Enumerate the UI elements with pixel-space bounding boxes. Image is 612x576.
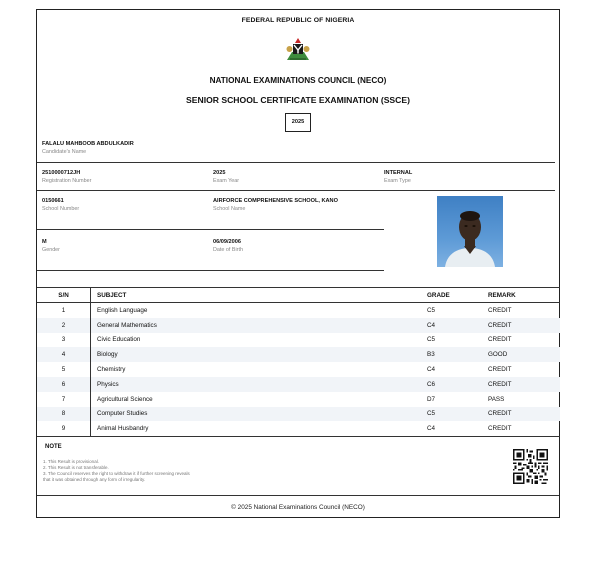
row-subject: Civic Education — [97, 336, 141, 344]
exam-type: INTERNAL — [384, 170, 413, 176]
row-grade: C6 — [421, 377, 482, 392]
result-sheet — [36, 9, 560, 518]
col-grade: GRADE — [421, 288, 482, 303]
row-grade: C4 — [427, 366, 436, 374]
exam-year-label: Exam Year — [213, 178, 240, 184]
col-remark: REMARK — [482, 288, 560, 303]
row-remark: CREDIT — [488, 336, 512, 344]
exam-year-field — [213, 170, 239, 184]
row-grade: C4 — [421, 318, 482, 333]
country-title: FEDERAL REPUBLIC OF NIGERIA — [241, 17, 355, 24]
row-subject: Physics — [91, 377, 422, 392]
table-row — [37, 318, 560, 333]
registration-label: Registration Number — [42, 178, 92, 184]
note-item: that it was obtained through any form of irregularity. — [43, 477, 146, 482]
row-subject: English Language — [97, 306, 148, 314]
row-grade: B3 — [421, 347, 482, 362]
row-sn: 9 — [37, 421, 91, 436]
row-remark: CREDIT — [482, 377, 560, 392]
note-item: 3. The Council reserves the right to withdraw it if further screening reveals — [43, 471, 190, 476]
registration-number: 2510000712JH — [42, 170, 81, 176]
row-remark: CREDIT — [488, 306, 512, 314]
row-grade: C5 — [427, 306, 436, 314]
candidate-name-label: Candidate's Name — [42, 149, 87, 155]
gender-label: Gender — [42, 247, 60, 253]
row-remark: CREDIT — [488, 366, 512, 374]
row-subject: Biology — [91, 347, 422, 362]
col-subject: SUBJECT — [91, 288, 422, 303]
row-subject: Agricultural Science — [97, 395, 153, 403]
row-sn: 1 — [37, 303, 91, 318]
row-sn: 4 — [37, 347, 91, 362]
school-number-label: School Number — [42, 206, 80, 212]
exam-year-box: 2025 — [285, 113, 311, 132]
row-sn: 6 — [37, 377, 91, 392]
row-sn: 5 — [37, 362, 91, 377]
footer-divider — [37, 495, 559, 496]
row-sn: 7 — [37, 392, 91, 407]
row-remark: GOOD — [482, 347, 560, 362]
col-sn: S/N — [37, 288, 91, 303]
table-row — [37, 392, 560, 407]
table-row — [37, 303, 560, 318]
qr-code-icon — [513, 449, 548, 484]
row-remark: CREDIT — [482, 407, 560, 422]
gender: M — [42, 239, 47, 245]
results-header-row — [37, 288, 560, 303]
table-row — [37, 333, 560, 348]
candidate-name-field — [42, 141, 134, 155]
row-grade: C5 — [421, 407, 482, 422]
dob-label: Date of Birth — [213, 247, 243, 253]
school-name: AIRFORCE COMPREHENSIVE SCHOOL, KANO — [213, 198, 338, 204]
row-grade: C4 — [421, 421, 482, 436]
school-number-field — [42, 198, 79, 212]
row-sn: 8 — [37, 407, 91, 422]
school-name-label: School Name — [213, 206, 246, 212]
dob-field — [213, 239, 243, 253]
notes-list — [43, 459, 190, 483]
row-subject: Chemistry — [97, 366, 126, 374]
note-item: 1. This Result is provisional. — [43, 459, 99, 464]
divider — [37, 190, 555, 191]
divider — [37, 270, 384, 271]
row-remark: CREDIT — [482, 421, 560, 436]
candidate-name: FALALU MAHBOOB ABDULKADIR — [42, 141, 134, 147]
results-table — [37, 287, 560, 437]
exam-type-label: Exam Type — [384, 178, 411, 184]
divider — [37, 162, 555, 163]
table-row — [37, 347, 560, 362]
date-of-birth: 06/09/2006 — [213, 239, 241, 245]
row-grade: D7 — [427, 395, 436, 403]
row-remark: PASS — [488, 395, 505, 403]
table-row — [37, 421, 560, 436]
exam-type-field — [384, 170, 412, 184]
row-grade: C5 — [427, 336, 436, 344]
exam-year: 2025 — [213, 170, 226, 176]
row-subject: General Mathematics — [91, 318, 422, 333]
exam-title: SENIOR SCHOOL CERTIFICATE EXAMINATION (SSCE) — [186, 95, 410, 105]
council-title: NATIONAL EXAMINATIONS COUNCIL (NECO) — [209, 76, 387, 85]
nigeria-coat-of-arms-icon — [284, 36, 312, 62]
row-subject: Animal Husbandry — [91, 421, 422, 436]
school-name-field — [213, 198, 338, 212]
footer-copyright: © 2025 National Examinations Council (NECO) — [231, 504, 365, 511]
note-item: 2. This Result is not transferable. — [43, 465, 109, 470]
note-title: NOTE — [45, 444, 62, 450]
gender-field — [42, 239, 60, 253]
table-row — [37, 407, 560, 422]
row-sn: 2 — [37, 318, 91, 333]
row-sn: 3 — [37, 333, 91, 348]
row-subject: Computer Studies — [91, 407, 422, 422]
table-row — [37, 377, 560, 392]
table-row — [37, 362, 560, 377]
divider — [37, 229, 384, 230]
row-remark: CREDIT — [482, 318, 560, 333]
registration-field — [42, 170, 91, 184]
candidate-photo — [437, 196, 503, 267]
school-number: 0150661 — [42, 198, 64, 204]
